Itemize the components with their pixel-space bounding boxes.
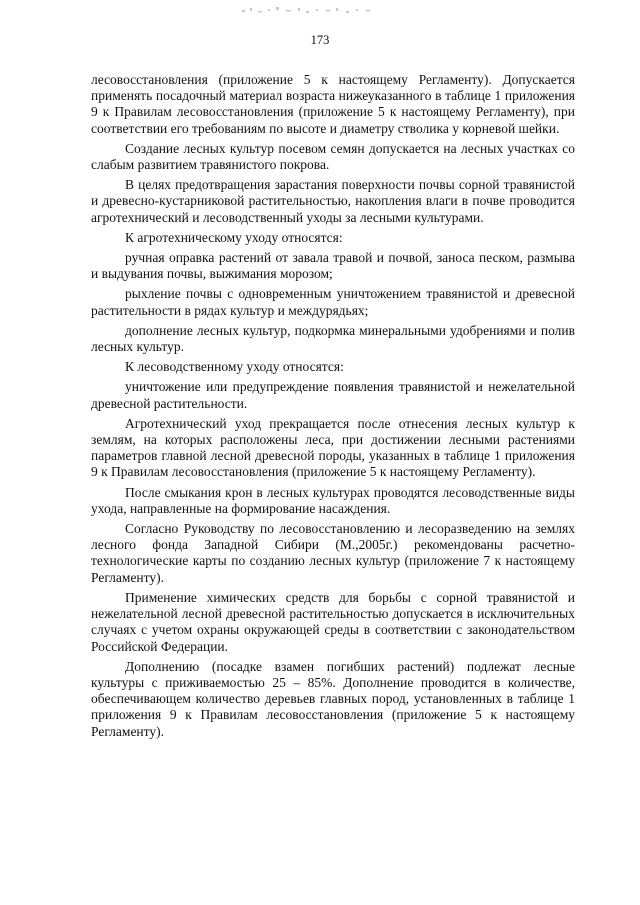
paragraph: Согласно Руководству по лесовосстановлению и лесоразведению на землях лесного фонда Западной Сибири (М.,2005г.) рекомендованы расчетно-технологические карты по созданию лесных культур (приложение 7 к настоящему Регламенту). — [91, 521, 575, 585]
paragraph: лесовосстановления (приложение 5 к настоящему Регламенту). Допускается применять посадочный материал возраста нижеуказанного в таблице 1 приложения 9 к Правилам лесовосстановления (приложение 5 к настоящему Регламенту), при соответствии его требованиям по высоте и диаметру стволика у корневой шейки. — [91, 72, 575, 136]
paragraph: уничтожение или предупреждение появления травянистой и нежелательной древесной растительности. — [91, 379, 575, 411]
paragraph: К лесоводственному уходу относятся: — [125, 359, 344, 375]
paragraph: Создание лесных культур посевом семян допускается на лесных участках со слабым развитием травянистого покрова. — [91, 140, 575, 173]
paragraph: Агротехнический уход прекращается после отнесения лесных культур к землям, на которых расположены леса, при достижении лесными растениями параметров главной лесной древесной породы, указанных в таблице 1 приложения 9 к Правилам лесовосстановления (приложение 5 к настоящему Регламенту). — [91, 415, 575, 480]
paragraph: К агротехническому уходу относятся: — [125, 229, 343, 245]
paragraph: Применение химических средств для борьбы с сорной травянистой и нежелательной лесной древесной растительностью допускается в исключительных случаях с учетом охраны окружающей среды в соответствии с законодательством Российской Федерации. — [91, 589, 575, 654]
faded-stamp-marks — [232, 4, 392, 18]
paragraph: ручная оправка растений от завала травой и почвой, заноса песком, размыва и выдувания почвы, выжимания морозом; — [91, 250, 575, 282]
paragraph: После смыкания крон в лесных культурах проводятся лесоводственные виды ухода, направленные на формирование насаждения. — [91, 484, 575, 516]
document-body — [91, 72, 575, 740]
paragraph: рыхление почвы с одновременным уничтожением травянистой и древесной растительности в рядах культур и междурядьях; — [91, 286, 575, 318]
paragraph: В целях предотвращения зарастания поверхности почвы сорной травянистой и древесно-кустарниковой растительностью, накопления влаги в почве проводится агротехнический и лесоводственный уходы за лесными культурами. — [91, 177, 575, 225]
page-number: 173 — [310, 33, 330, 47]
paragraph: дополнение лесных культур, подкормка минеральными удобрениями и полив лесных культур. — [91, 322, 575, 355]
paragraph: Дополнению (посадке взамен погибших растений) подлежат лесные культуры с приживаемостью 25 – 85%. Дополнение проводится в количестве, обеспечивающем количество деревьев главных пород, установленных в таблице 1 приложения 9 к Правилам лесовосстановления (приложение 5 к настоящему Регламенту). — [91, 658, 575, 739]
